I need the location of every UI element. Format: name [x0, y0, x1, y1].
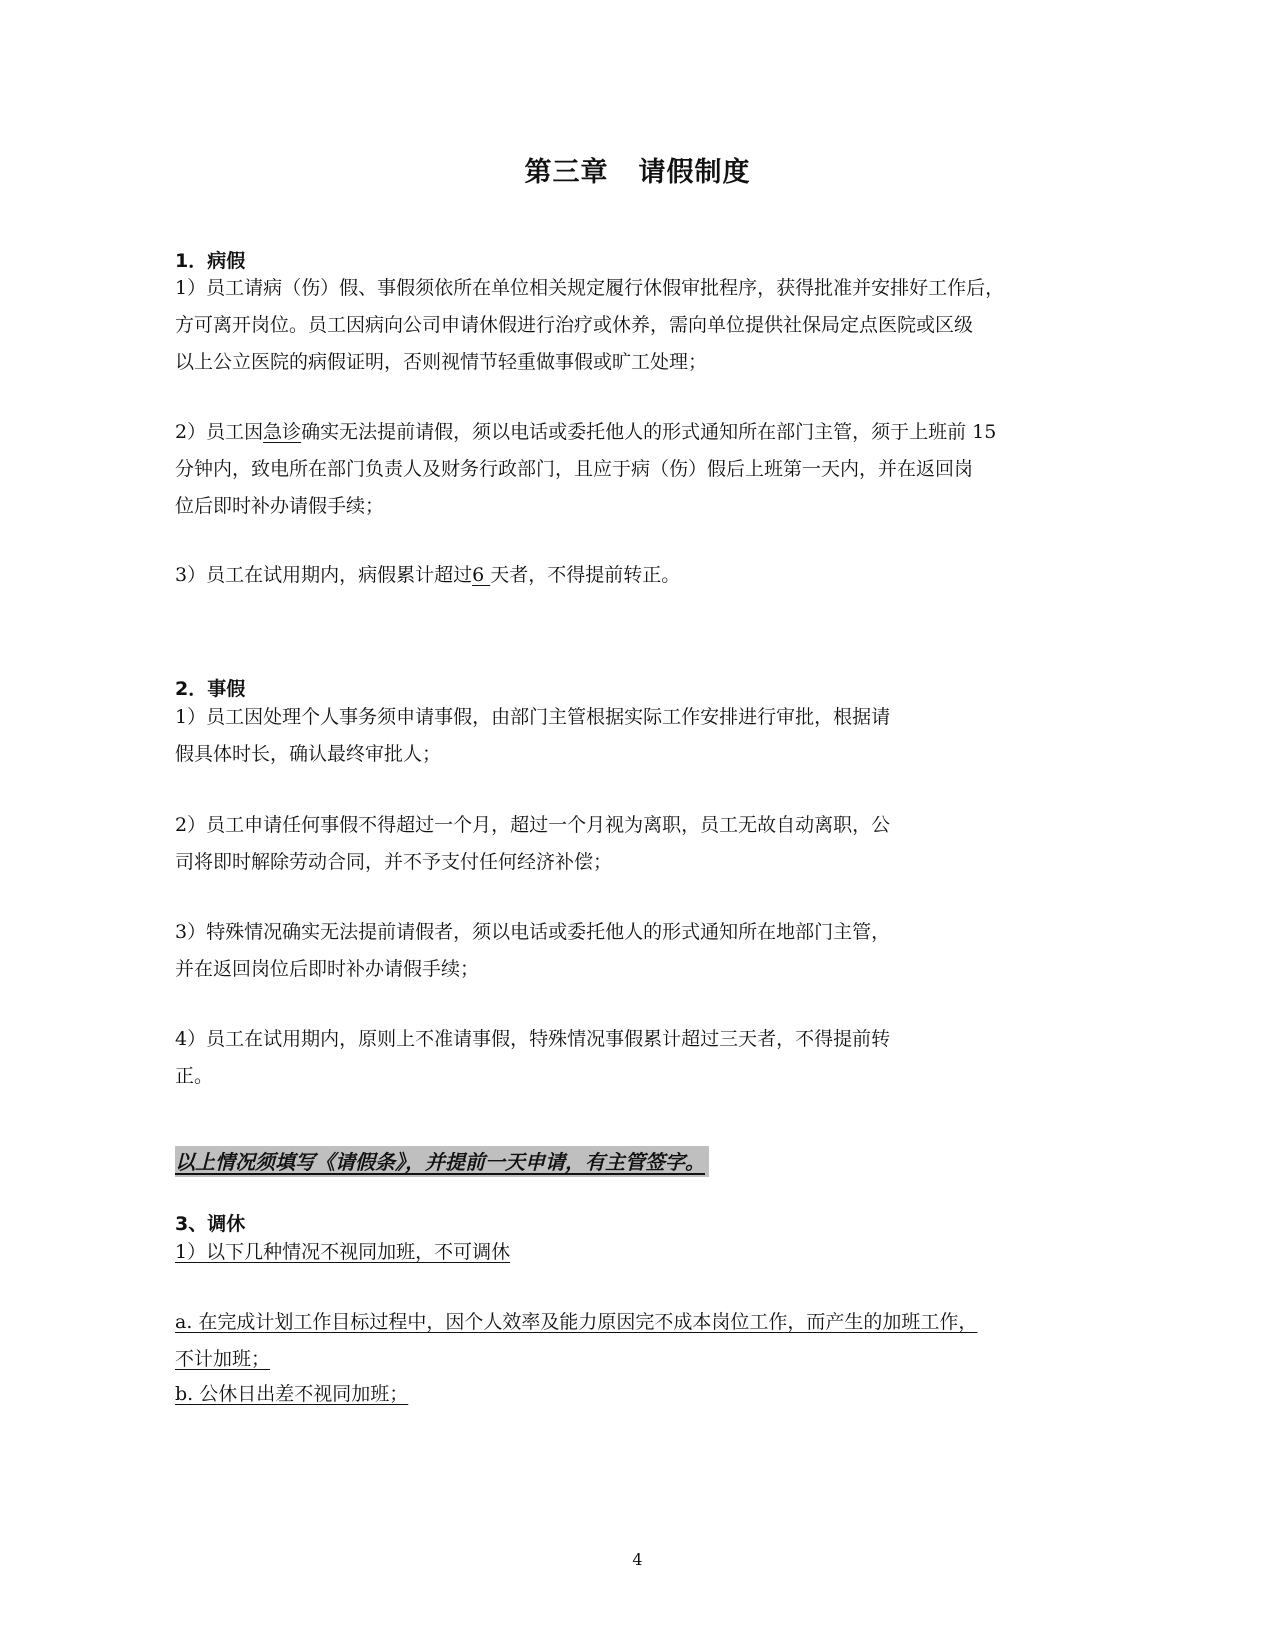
underlined-text: 急诊: [263, 421, 302, 443]
text-line: 3）特殊情况确实无法提前请假者，须以电话或委托他人的形式通知所在地部门主管，: [175, 921, 891, 943]
text-line: 司将即时解除劳动合同，并不予支付任何经济补偿；: [175, 851, 613, 873]
text-line: [175, 557, 680, 594]
text-line: b. 公休日出差不视同加班；: [175, 1383, 409, 1405]
chapter-number: 第三章: [524, 157, 609, 188]
section-heading-time-off: 3、调休: [175, 1213, 246, 1235]
paragraph-personal-leave-4: [175, 1021, 890, 1095]
paragraph-personal-leave-3: [175, 914, 890, 988]
highlighted-note: 以上情况须填写《请假条》，并提前一天申请，有主管签字。: [175, 1146, 709, 1177]
text-line: 分钟内，致电所在部门负责人及财务行政部门，且应于病（伤）假后上班第一天内，并在返回岗: [175, 458, 974, 480]
text-line: 并在返回岗位后即时补办请假手续；: [175, 958, 480, 980]
page-number: 4: [632, 1550, 643, 1569]
text-line: [175, 414, 996, 451]
chapter-name: 请假制度: [638, 157, 751, 188]
text-line: 以上公立医院的病假证明，否则视情节轻重做事假或旷工处理；: [175, 351, 708, 373]
paragraph-personal-leave-1: [175, 699, 890, 773]
text-line: 4）员工在试用期内，原则上不准请事假，特殊情况事假累计超过三天者，不得提前转: [175, 1028, 891, 1050]
text-run: 确实无法提前请假，须以电话或委托他人的形式通知所在部门主管，须于上班前 15: [301, 421, 997, 443]
text-line: 1）员工因处理个人事务须申请事假，由部门主管根据实际工作安排进行审批，根据请: [175, 706, 891, 728]
text-line: a. 在完成计划工作目标过程中，因个人效率及能力原因完不成本岗位工作，而产生的加班工作，: [175, 1311, 978, 1333]
chapter-title: [0, 150, 1275, 189]
text-line: 1）以下几种情况不视同加班，不可调休: [175, 1241, 511, 1263]
text-line: 2）员工申请任何事假不得超过一个月，超过一个月视为离职，员工无故自动离职，公: [175, 814, 891, 836]
paragraph-personal-leave-2: [175, 807, 890, 881]
text-line: 不计加班；: [175, 1348, 271, 1370]
text-run: 2）员工因: [175, 421, 264, 443]
paragraph-sick-leave-3: [175, 557, 680, 594]
paragraph-time-off-1: [175, 1234, 510, 1271]
text-line: 假具体时长，确认最终审批人；: [175, 743, 442, 765]
section-heading-personal-leave: 2．事假: [175, 678, 246, 700]
paragraph-sick-leave-1: [175, 270, 1004, 381]
text-run: 天者，不得提前转正。: [490, 564, 681, 586]
text-line: 正。: [175, 1065, 214, 1087]
paragraph-sick-leave-2: [175, 414, 996, 525]
text-line: 1）员工请病（伤）假、事假须依所在单位相关规定履行休假审批程序，获得批准并安排好工作后，: [175, 277, 1005, 299]
text-run: 3）员工在试用期内，病假累计超过: [175, 564, 473, 586]
section-heading-sick-leave: 1．病假: [175, 250, 246, 272]
paragraph-time-off-a: [175, 1304, 977, 1378]
underlined-text: 6: [472, 564, 491, 586]
paragraph-time-off-b: [175, 1376, 408, 1413]
text-line: 位后即时补办请假手续；: [175, 495, 385, 517]
text-line: 方可离开岗位。员工因病向公司申请休假进行治疗或休养，需向单位提供社保局定点医院或区级: [175, 314, 974, 336]
